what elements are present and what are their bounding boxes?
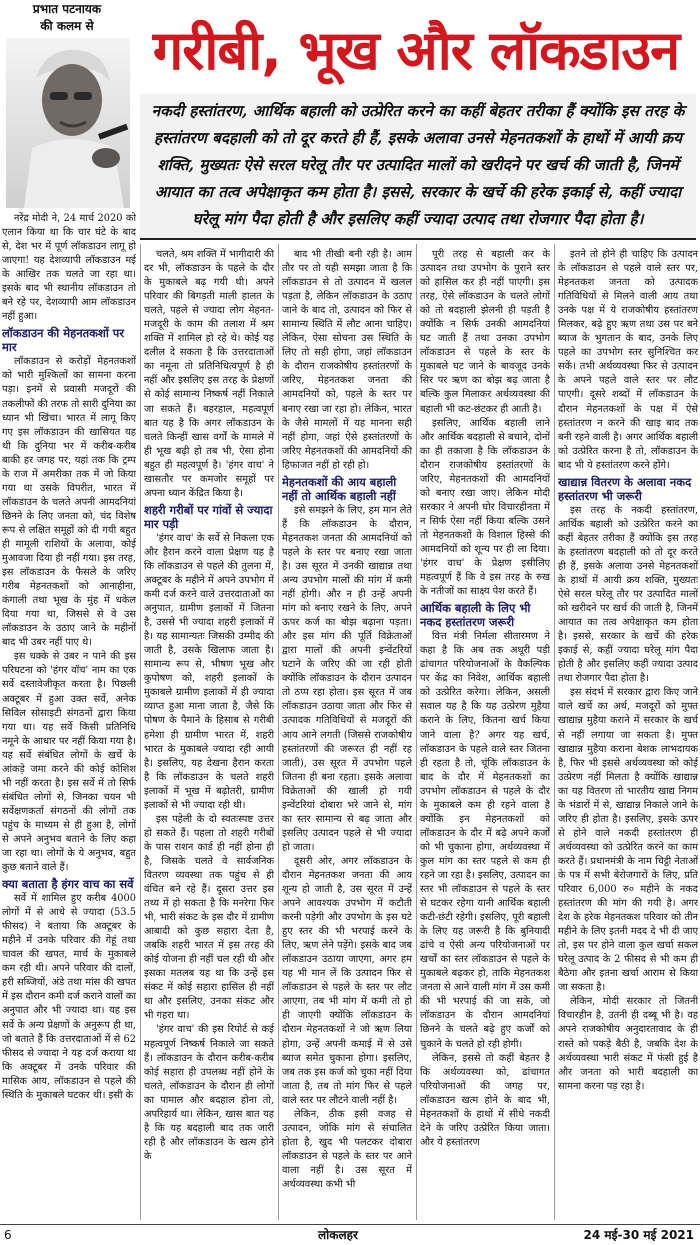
publication-name: लोकलहर xyxy=(318,1228,358,1242)
col3-para-2: इसे समझने के लिए, हम मान लेते हैं कि लॉकडाउन के दौरान, मेहनतकश जनता की आमदनियों को पहले के स्तर पर बनाए रखा जाता है। उस सूरत में उनकी खाद्यान्न तथा अन्य उपभोग मालों की मांग में कमी नहीं होगी। और न ही उन्हें अपनी मांग को बनाए रखने के लिए, अपने ऊपर कर्ज का बोझ बढ़ाना पड़ता। और इस मांग की पूर्ति विक्रेताओं द्वारा मालों की अपनी इन्वेंटरियों घटाने के जरिए की जा रही होती क्योंकि लॉकडाउन के दौरान उत्पादन तो ठप्प रहा होता। इस सूरत में जब लॉकडाउन उठाया जाता और फिर से उत्पादक गतिविधियों से मजदूरों की आय आने लगती (जिससे राजकोषीय हस्तांतरणों की जरूरत ही नहीं रह जाती), उस सूरत में उपभोग पहले जितना ही बना रहता। इसके अलावा विक्रेताओं की खाली हो गयी इन्वेंटरियां दोबारा भरे जाने से, मांग का स्तर सामान्य से बढ़ जाता और इसलिए उत्पादन पहले से भी ज्यादा हो जाता। xyxy=(282,504,412,853)
col1-para-4: सर्वे में शामिल हुए करीब 4000 लोगों में से आधे से ज्यादा (53.5 फीसद) ने बताया कि अक्टूबर के महीने में उनके परिवार की गेहूं तथा चावल की खपत, मार्च के मुकाबले कम रही थी। अपने परिवार की दालों, हरी सब्जियों, अंडे तथा मांस की खपत में इस दौरान कमी दर्ज कराने वालों का अनुपात और भी ज्यादा था। यह इस सर्वे के अन्य प्रेक्षणों के अनुरूप ही था, जो बताते हैं कि उत्तरदाताओं में से 62 फीसद से ज्यादा ने यह दर्ज कराया था कि अक्टूबर में उनके परिवार की मासिक आय, लॉकडाउन से पहले की स्थिति के मुकाबले घटकर थी। इसी के xyxy=(2,893,136,1101)
lead-quote xyxy=(140,94,696,240)
byline-box xyxy=(4,0,130,210)
col4-subhead-1: आर्थिक बहाली के लिए भी नकद हस्तांतरण जरूरी xyxy=(420,601,531,630)
col1-subhead-2: क्या बताता है हंगर वाच का सर्वे xyxy=(2,877,134,892)
column-1 xyxy=(2,212,136,1217)
column-rule xyxy=(140,244,141,1220)
col3-para-1: बाद भी तीखी बनी रही है। आम तौर पर तो यही समझा जाता है कि लॉकडाउन से तो उत्पादन में खलल पड़ता है, लेकिन लॉकडाउन के उठाए जाने के बाद तो, उत्पादन को फिर से सामान्य स्थिति में लौट आना चाहिए। लेकिन, ऐसा सोचना उस स्थिति के लिए तो सही होगा, जहां लॉकडाउन के दौरान राजकोषीय हस्तांतरणों के जरिए, मेहनतकश जनता की आमदनियों को, पहले के स्तर पर बनाए रखा जा रहा हो। लेकिन, भारत के जैसे मामलों में यह मानना सही नहीं होगा, जहां ऐसे हस्तांतरणों के जरिए मेहनतकशों की आमदनियों की हिफाजत नहीं हो रही हो। xyxy=(282,249,412,471)
col1-para-3: इस धक्के से उबर न पाने की इस परिघटना को 'हंगर वॉच' नाम का एक सर्वे दस्तावेजीकृत करता है। पिछली अक्टूबर में हुआ उक्त सर्वे, अनेक सिविल सोसाइटी संगठनों द्वारा किया गया था। यह सर्वे किसी प्रतिनिधि नमूने के आधार पर नहीं किया गया है। यह सर्वे संबंधित लोगों के खर्चे के आंकड़े जमा करने की कोई कोशिश भी नहीं करता है। इस सर्वे में तो सिर्फ संबंधित लोगों से, जिनका चयन भी सर्वेक्षणकर्ता संगठनों की लोगों तक पहुंच के माध्यम से ही हुआ है, लोगों से अपने अनुभव बताने के लिए कहा जा रहा था। लोगों के ये अनुभव, बहुत कुछ बताने वाले हैं। xyxy=(2,651,136,874)
column-rule xyxy=(554,244,555,1220)
column-rule xyxy=(416,244,417,1220)
col3-subhead-1: मेहनतकशों की आय बहाली नहीं तो आर्थिक बहाली नहीं xyxy=(282,474,397,503)
col5-para-3: इस संदर्भ में सरकार द्वारा किए जाने वाले खर्चे का अर्थ, मजदूरों को मुफ्त खाद्यान्न मुहैया कराने में सरकार के खर्च से नहीं लगाया जा सकता है। मुफ्त खाद्यान्न मुहैया कराना बेशक लाभदायक है, फिर भी इससे अर्थव्यवस्था को कोई उत्प्रेरण नहीं मिलता है क्योंकि खाद्यान्न का यह वितरण तो भारतीय खाद्य निगम के भंडारों में से, खाद्यान्न निकाले जाने के जरिए ही होता है। इसलिए, इसके ऊपर से होने वाले नकदी हस्तांतरण ही अर्थव्यवस्था को उत्प्रेरित करने का काम करते हैं। प्रधानमंत्री के नाम चिट्ठी नेताओं के पत्र में सभी बेरोजगारों के लिए, प्रति परिवार 6,000 रु० महीने के नकद हस्तांतरण की मांग की गयी है। अगर देश के हरेक मेहनतकश परिवार को तीन महीने के लिए इतनी मदद दे भी दी जाए तो, इस पर होने वाला कुल खर्चा सकल घरेलू उत्पाद के 2 फीसद से भी कम ही बैठेगा और इतना खर्चा आराम से किया जा सकता है। xyxy=(558,687,698,994)
column-5 xyxy=(558,248,698,1217)
col5-para-2: इस तरह के नकदी हस्तांतरण, आर्थिक बहाली को उत्प्रेरित करने का कहीं बेहतर तरीका हैं क्योंकि इस तरह के हस्तांतरण बदहाली को तो दूर करते ही हैं, इसके अलावा उनसे मेहनतकशों के हाथों में आयी क्रय शक्ति, मुख्यतः ऐसे सरल घरेलू तौर पर उत्पादित मालों को खरीदने पर खर्च की जाती है, जिनमें आयात का तत्व अपेक्षाकृत कम होता है। इससे, सरकार के खर्चे की हरेक इकाई से, कहीं ज्यादा घरेलू मांग पैदा होती है और इसलिए कहीं ज्यादा उत्पाद तथा रोजगार पैदा होता है। xyxy=(558,504,698,685)
col5-para-1: इतने तो होने ही चाहिए कि उत्पादन के लॉकडाउन से पहले वाले स्तर पर, मेहनतकश जनता को उत्पादक गतिविधियों से मिलने वाली आय तथा उनके पक्ष में ये राजकोषीय हस्तांतरण मिलकर, बढ़े हुए ऋण तथा उस पर बने ब्याज के भुगतान के बाद, उनके लिए पहले का उपभोग स्तर सुनिश्चित कर सकें। तभी अर्थव्यवस्था फिर से उत्पादन के अपने पहले वाले स्तर पर लौट पाएगी। दूसरे शब्दों में लॉकडाउन के दौरान मेहनतकशों के पक्ष में ऐसे हस्तांतरण न करने की खाइ बाद तक बनी रहने वाली है। अगर आर्थिक बहाली को उत्प्रेरित करना है तो, लॉकडाउन के बाद भी ये हस्तांतरण करने होंगे। xyxy=(558,249,698,471)
col5-subhead-1: खाद्यान्न वितरण के अलावा नकद हस्तांतरण भी जरूरी xyxy=(558,474,692,503)
byline-author: प्रभात पटनायक xyxy=(32,2,102,16)
col3-para-4: लेकिन, ठीक इसी वजह से उत्पादन, जोकि मांग से संचालित होता है, खुद भी पलटकर दोबारा लॉकडाउन से पहले के स्तर पर आने वाला नहीं है। उस सूरत में अर्थव्यवस्था कभी भी xyxy=(282,1108,412,1190)
col4-para-3: वित्त मंत्री निर्मला सीतारमण ने कहा है कि अब तक अधूरी पड़ी ढांचागत परियोजनाओं के वैकल्पिक पर केंद्र का निवेश, आर्थिक बहाली को उत्प्रेरित करेगा। लेकिन, असली सवाल यह है कि यह उत्प्रेरण मुहैया कराने के लिए, कितना खर्च किया जाने वाला है? अगर यह खर्च, लॉकडाउन के पहले वाले स्तर जितना ही रहता है तो, चूंकि लॉकडाउन के बाद के दौर में मेहनतकशों का उपभोग लॉकडाउन से पहले के दौर के मुकाबले कम ही रहने वाला है क्योंकि इन मेहनतकशों को लॉकडाउन के दौर में बढ़े अपने कर्जों को भी चुकाना होगा, अर्थव्यवस्था में कुल मांग का स्तर पहले से कम ही रहने जा रहा है। इसलिए, उत्पादन का स्तर भी लॉकडाउन से पहले के स्तर से घटकर रहेगा यानी आर्थिक बहाली कटी-छंटी रहेगी। इसलिए, पूरी बहाली के लिए यह जरूरी है कि बुनियादी ढांचे व ऐसी अन्य परियोजनाओं पर खर्चों का स्तर लॉकडाउन से पहले के मुकाबले बढ़कर हो, ताकि मेहनतकश जनता से आने वाली मांग में उस कमी की भी भरपाई की जा सके, जो लॉकडाउन के दौरान आमदनियां छिनने के चलते बढ़े हुए कर्जों को चुकाने के चलते हो रही होगी। xyxy=(420,631,550,1050)
col2-para-1: चलते, श्रम शक्ति में भागीदारी की दर भी, लॉकडाउन के पहले के दौर के मुकाबले बढ़ गयी थी। अपने परिवार की बिगड़ती माली हालत के चलते, पहले से ज्यादा लोग मेहनत-मजदूरी के काम की तलाश में श्रम शक्ति में शामिल हो रहे थे। कोई यह दलील दे सकता है कि उत्तरदाताओं का नमूना तो प्रतिनिधित्वपूर्ण है ही नहीं और इसलिए इस तरह के प्रेक्षणों से कोई सामान्य निष्कर्ष नहीं निकाले जा सकते हैं। बहरहाल, महत्वपूर्ण बात यह है कि अगर लॉकडाउन के चलते किन्हीं खास वर्गों के मामले में ही भूख बढ़ी हो तब भी, ऐसा होना बहुत ही महत्वपूर्ण है। 'हंगर वाच' ने खासतौर पर कमजोर समूहों पर अपना ध्यान केंद्रित किया है। xyxy=(144,249,274,499)
lead-text: नकदी हस्तांतरण, आर्थिक बहाली को उत्प्रेरित करने का कहीं बेहतर तरीका हैं क्योंकि इस तरह के हस्तांतरण बदहाली को तो दूर करते ही हैं, इसके अलावा उनसे मेहनतकशों के हाथों में आयी क्रय शक्ति, मुख्यतः ऐसे सरल घरेलू तौर पर उत्पादित मालों को खरीदने पर खर्च की जाती है, जिनमें आयात का तत्व अपेक्षाकृत कम होता है। इससे, सरकार के खर्चे की हरेक इकाई से, कहीं ज्यादा घरेलू मांग पैदा होती है और इसलिए कहीं ज्यादा उत्पाद तथा रोजगार पैदा होता है। xyxy=(151,102,685,228)
col4-para-4: लेकिन, इससे तो कहीं बेहतर है कि अर्थव्यवस्था को, ढांचागत परियोजनाओं की जगह पर, लॉकडाउन खत्म होने के बाद भी, मेहनतकशों के हाथों में सीधे नकदी देने के जरिए उत्प्रेरित किया जाता। और ये हस्तांतरण xyxy=(420,1052,550,1148)
column-2 xyxy=(144,248,274,1217)
footer-rule xyxy=(0,1224,700,1225)
col2-para-2: 'हंगर वाच' के सर्वे से निकला एक और हैरान करने वाला प्रेक्षण यह है कि लॉकडाउन से पहले की तुलना में, अक्टूबर के महीने में अपने उपभोग में कमी दर्ज करने वाले उत्तरदाताओं का अनुपात, ग्रामीण इलाकों में जितना है, उससे भी ज्यादा शहरी इलाकों में है। यह सामान्यतः जिसकी उम्मीद की जाती है, उसके खिलाफ जाता है। सामान्य रूप से, भीषण भूख और कुपोषण को, शहरी इलाकों के मुकाबले ग्रामीण इलाकों में ही ज्यादा व्याप्त हुआ माना जाता है, जैसे कि पोषण के पैमाने के हिसाब से गरीबी हमेशा ही ग्रामीण भारत में, शहरी भारत के मुकाबले ज्यादा रही आयी है। इसलिए, यह देखना हैरान करता है कि लॉकडाउन के चलते शहरी इलाकों में भूख में बढ़ोतरी, ग्रामीण इलाकों से भी ज्यादा रही थी। xyxy=(144,532,274,811)
col2-subhead-1: शहरी गरीबों पर गांवों से ज्यादा मार पड़ी xyxy=(144,502,273,531)
headline: गरीबी, भूख और लॉकडाउन xyxy=(152,19,680,82)
column-4 xyxy=(420,248,550,1217)
col4-para-2: इसलिए, आर्थिक बहाली लाने और आर्थिक बदहाली से बचाने, दोनों का ही तकाजा है कि लॉकडाउन के दौरान राजकोषीय हस्तांतरणों के जरिए, मेहनतकशों की आमदनियों को बनाए रखा जाए। लेकिन मोदी सरकार ने अपनी घोर विचारहीनता में न सिर्फ ऐसा नहीं किया बल्कि उसने तो मेहनतकशों के विशाल हिस्से की आमदनियों को शून्य पर ही ला दिया। 'हंगर वाच' के प्रेक्षण इसीलिए महत्वपूर्ण हैं कि वे इस तरह के रुख के नतीजों का साक्ष्य पेश करते हैं। xyxy=(420,417,550,598)
column-3 xyxy=(282,248,412,1217)
byline-tagline: की कलम से xyxy=(40,19,94,33)
col2-para-3: इस पहेली के दो स्वतःस्पष्ट उत्तर हो सकते हैं। पहला तो शहरी गरीबों के पास राशन कार्ड ही नहीं होना ही है, जिसके चलते वे सार्वजनिक वितरण व्यवस्था तक पहुंच से ही वंचित बने रहे हैं। दूसरा उत्तर इस तथ्य में हो सकता है कि मनरेगा फिर भी, भारी संकट के इस दौर में ग्रामीण आबादी को कुछ सहारा देता है, जबकि शहरी भारत में इस तरह की कोई योजना ही नहीं चल रही थी और इसका मतलब यह था कि उन्हें इस संकट में कोई सहारा हासिल ही नहीं था और इसलिए, उनका संकट और भी गहरा था। xyxy=(144,813,274,1022)
col1-subhead-1: लॉकडाउन की मेहनतकशों पर मार xyxy=(2,326,125,355)
column-rule xyxy=(278,244,279,1220)
col1-para-1: नरेंद्र मोदी ने, 24 मार्च 2020 को एलान किया था कि चार घंटे के बाद से, देश भर में पूर्ण लॉकडाउन लागू हो जाएगा! यह देशव्यापी लॉकडाउन मई के आखिर तक चलते जा रहा था। इसके बाद भी स्थानीय लॉकडाउन तो बने रहे पर, देशव्यापी आम लॉकडाउन नहीं हुआ। xyxy=(2,213,136,323)
issue-date: 24 मई-30 मई 2021 xyxy=(583,1228,694,1242)
col4-para-1: पूरी तरह से बहाली कर के उत्पादन तथा उपभोग के पुराने स्तर को हासिल कर ही नहीं पाएगी। इस तरह, ऐसे लॉकडाउन के चलते लोगों को तो बदहाली झेलनी ही पड़ती है क्योंकि न सिर्फ उनकी आमदनियां घट जाती हैं तथा उनका उपभोग लॉकडाउन से पहले के स्तर के मुकाबले घट जाने के बावजूद उनके सिर पर ऋण का बोझ बढ़ जाता है बल्कि कुल मिलाकर अर्थव्यवस्था की बहाली भी कट-छंटकर ही आती है। xyxy=(420,249,550,415)
author-photo xyxy=(6,38,130,208)
col3-para-3: दूसरी ओर, अगर लॉकडाउन के दौरान मेहनतकश जनता की आय शून्य हो जाती है, उस सूरत में उन्हें अपने आवश्यक उपभोग में कटौती करनी पड़ेगी और उपभोग के इस घटे हुए स्तर की भी भरपाई करने के लिए, ऋण लेने पड़ेंगे। इसके बाद जब लॉकडाउन उठाया जाएगा, अगर हम यह भी मान लें कि उत्पादन फिर से लॉकडाउन से पहले के स्तर पर लौट आएगा, तब भी मांग में कमी तो हो ही जाएगी क्योंकि लॉकडाउन के दौरान मेहनतकशों ने जो ऋण लिया होगा, उन्हें अपनी कमाई में से उसे ब्याज समेत चुकाना होगा। इसलिए, जब तक इस कर्ज को चुका नहीं दिया जाता है, तब तो मांग फिर से पहले वाले स्तर पर लौटने वाली नहीं है। xyxy=(282,855,412,1106)
page-number: 6 xyxy=(4,1228,12,1242)
col2-para-4: 'हंगर वाच' की इस रिपोर्ट से कई महत्वपूर्ण निष्कर्ष निकाले जा सकते हैं। लॉकडाउन के दौरान करीब-करीब कोई सहारा ही उपलब्ध नहीं होने के चलते, लॉकडाउन के दौरान ही लोगों का पामाल और बदहाल होना तो, अपरिहार्य था। लेकिन, खास बात यह है कि यह बदहाली बाद तक जारी रही है और लॉकडाउन के खत्म होने के xyxy=(144,1024,274,1162)
col1-para-2: लॉकडाउन से करोड़ों मेहनतकशों को भारी मुश्किलों का सामना करना पड़ा। इनमें से प्रवासी मजदूरों की तकलीफों की तरफ तो सारी दुनिया का ध्यान भी खिंचा। भारत में लागू किए गए इस लॉकडाउन की खासियत यह थी कि दुनिया भर में करीब-करीब बाकी हर जगह पर, यहां तक कि ट्रम्प के राज में अमरीका तक में जो किया गया था उसके विपरीत, भारत में लॉकडाउन के चलते अपनी आमदनियां छिनने के लिए जनता को, चंद विशेष रूप से लक्षित समूहों को दी गयी बहुत ही मामूली राशियों के अलावा, कोई मुआवजा दिया ही नहीं गया। इस तरह, इस लॉकडाउन के फैसले के जरिए गरीब मेहनतकशों को आनाहीना, कंगाली तथा भूख के मुंह में धकेल दिया गया था, जिससे से वे उस लॉकडाउन के उठाए जाने के महीनों बाद भी उबर नहीं पाए थे। xyxy=(2,356,136,649)
col5-para-4: लेकिन, मोदी सरकार तो जितनी विचारहीन है, उतनी ही दब्बू भी है। वह अपने राजकोषीय अनुदारतावाद के ही रास्ते को पकड़े बैठी है, जबकि देश के अर्थव्यवस्था भारी संकट में फंसी हुई है और जनता को भारी बदहाली का सामना करना पड़ रहा है। xyxy=(558,996,698,1092)
